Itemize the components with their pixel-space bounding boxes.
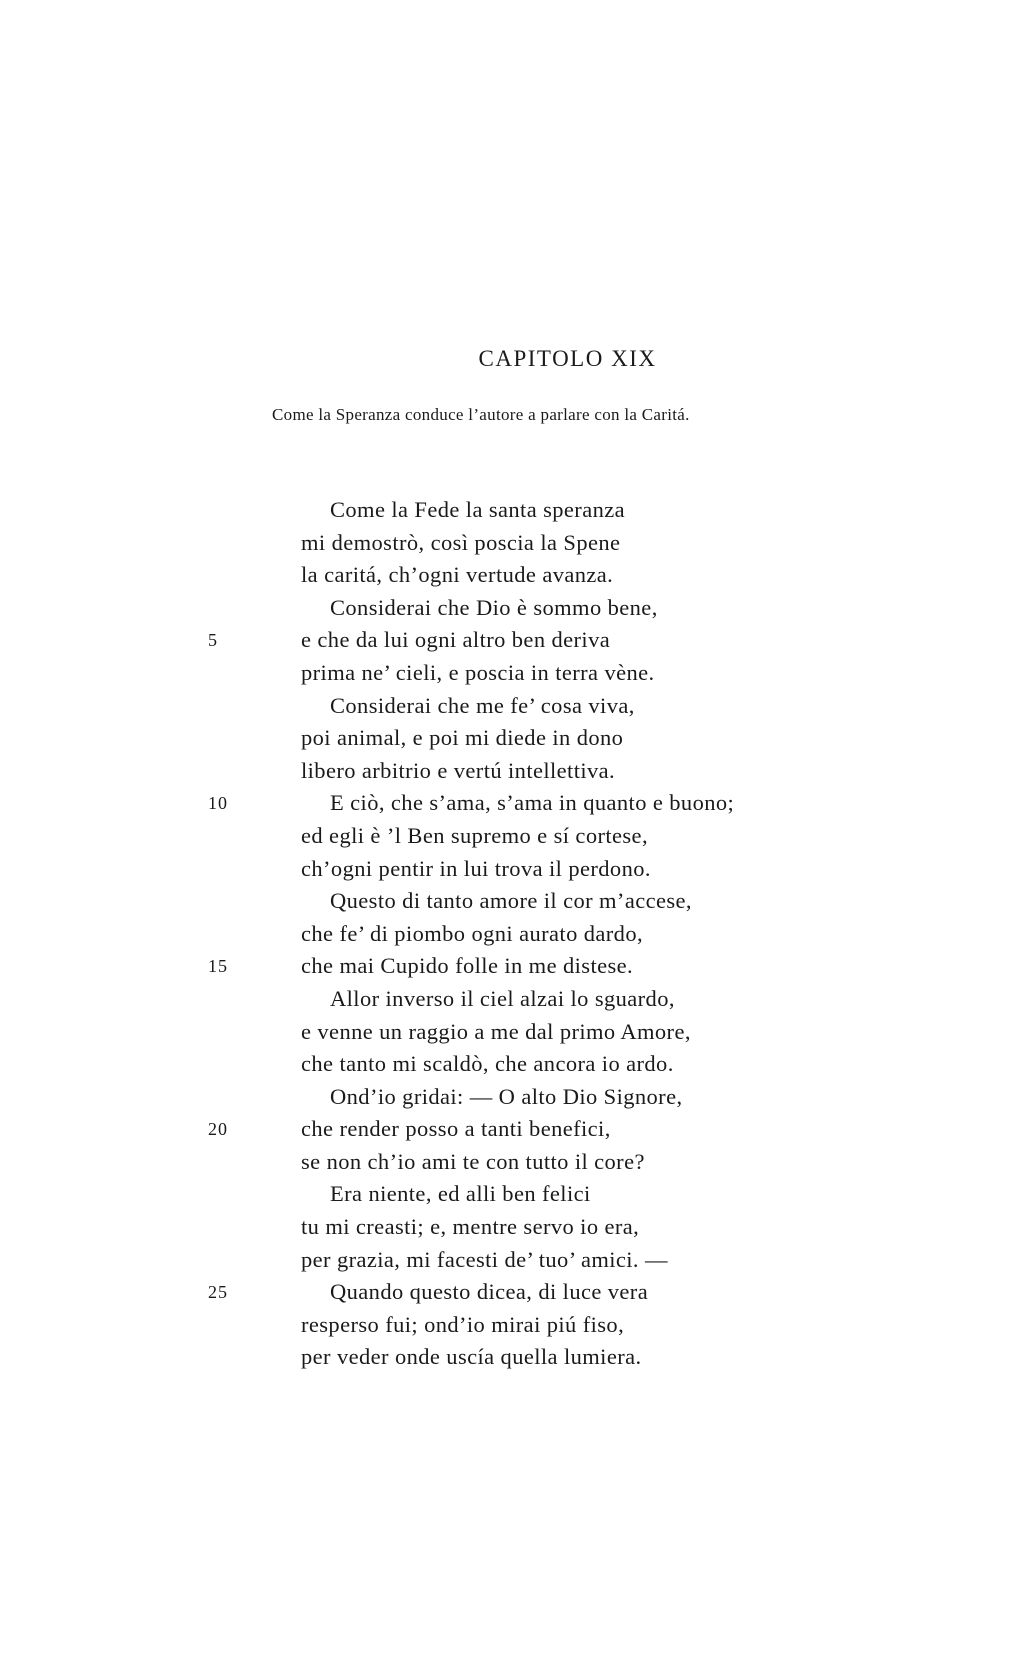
verse-line bbox=[0, 657, 1020, 690]
verse-line bbox=[0, 559, 1020, 592]
verse-text: mi demostrò, così poscia la Spene bbox=[301, 529, 621, 555]
chapter-title: CAPITOLO XIX bbox=[478, 346, 657, 371]
verse-text: che render posso a tanti benefici, bbox=[301, 1116, 611, 1142]
verse-text: la caritá, ch’ogni vertude avanza. bbox=[301, 562, 614, 588]
verse-text: Ond’io gridai: — O alto Dio Signore, bbox=[330, 1083, 683, 1109]
verse-line bbox=[0, 1211, 1020, 1244]
verse-text: Quando questo dicea, di luce vera bbox=[330, 1279, 649, 1305]
verse-line bbox=[0, 1276, 1020, 1309]
line-number: 20 bbox=[208, 1119, 228, 1140]
line-number: 15 bbox=[208, 956, 228, 977]
verse-line bbox=[0, 624, 1020, 657]
verse-line bbox=[0, 885, 1020, 918]
verse-line bbox=[0, 1341, 1020, 1374]
verse-text: che mai Cupido folle in me distese. bbox=[301, 953, 634, 979]
chapter-subtitle: Come la Speranza conduce l’autore a parlare con la Caritá. bbox=[272, 405, 690, 424]
verse-line bbox=[0, 1178, 1020, 1211]
verse-text: tu mi creasti; e, mentre servo io era, bbox=[301, 1214, 640, 1240]
verse-text: se non ch’io ami te con tutto il core? bbox=[301, 1148, 645, 1174]
verse-text: libero arbitrio e vertú intellettiva. bbox=[301, 757, 616, 783]
verse-line bbox=[0, 592, 1020, 625]
verse-line bbox=[0, 1146, 1020, 1179]
verse-line bbox=[0, 755, 1020, 788]
verse-line bbox=[0, 1113, 1020, 1146]
verse-line bbox=[0, 527, 1020, 560]
verse-line bbox=[0, 950, 1020, 983]
verse-text: poi animal, e poi mi diede in dono bbox=[301, 725, 624, 751]
verse-text: Come la Fede la santa speranza bbox=[330, 497, 626, 522]
verse-line bbox=[0, 983, 1020, 1016]
poem bbox=[0, 494, 1020, 1374]
verse-text: prima ne’ cieli, e poscia in terra vène. bbox=[301, 659, 655, 685]
line-number: 5 bbox=[208, 630, 218, 651]
verse-text: che tanto mi scaldò, che ancora io ardo. bbox=[301, 1051, 674, 1077]
verse-line bbox=[0, 1016, 1020, 1049]
verse-line bbox=[0, 820, 1020, 853]
verse-text: Era niente, ed alli ben felici bbox=[330, 1181, 591, 1207]
verse-text: per veder onde uscía quella lumiera. bbox=[301, 1344, 642, 1370]
verse-text: Allor inverso il ciel alzai lo sguardo, bbox=[330, 985, 675, 1011]
verse-text: Considerai che Dio è sommo bene, bbox=[330, 594, 658, 620]
verse-line bbox=[0, 1244, 1020, 1277]
verse-text: Questo di tanto amore il cor m’accese, bbox=[330, 888, 692, 914]
verse-line bbox=[0, 1309, 1020, 1342]
verse-line bbox=[0, 787, 1020, 820]
verse-line bbox=[0, 690, 1020, 723]
verse-line bbox=[0, 918, 1020, 951]
verse-text: ch’ogni pentir in lui trova il perdono. bbox=[301, 855, 651, 881]
verse-text: e che da lui ogni altro ben deriva bbox=[301, 627, 611, 653]
verse-text: Considerai che me fe’ cosa viva, bbox=[330, 692, 635, 718]
verse-line bbox=[0, 494, 1020, 527]
verse-text: E ciò, che s’ama, s’ama in quanto e buono; bbox=[330, 790, 735, 816]
verse-line bbox=[0, 1081, 1020, 1114]
verse-line bbox=[0, 1048, 1020, 1081]
verse-text: resperso fui; ond’io mirai piú fiso, bbox=[301, 1311, 625, 1337]
verse-text: per grazia, mi facesti de’ tuo’ amici. — bbox=[301, 1246, 668, 1272]
verse-text: ed egli è ’l Ben supremo e sí cortese, bbox=[301, 822, 648, 848]
line-number: 10 bbox=[208, 793, 228, 814]
line-number: 25 bbox=[208, 1282, 228, 1303]
verse-line bbox=[0, 853, 1020, 886]
verse-line bbox=[0, 722, 1020, 755]
verse-text: e venne un raggio a me dal primo Amore, bbox=[301, 1018, 691, 1044]
verse-text: che fe’ di piombo ogni aurato dardo, bbox=[301, 920, 644, 946]
